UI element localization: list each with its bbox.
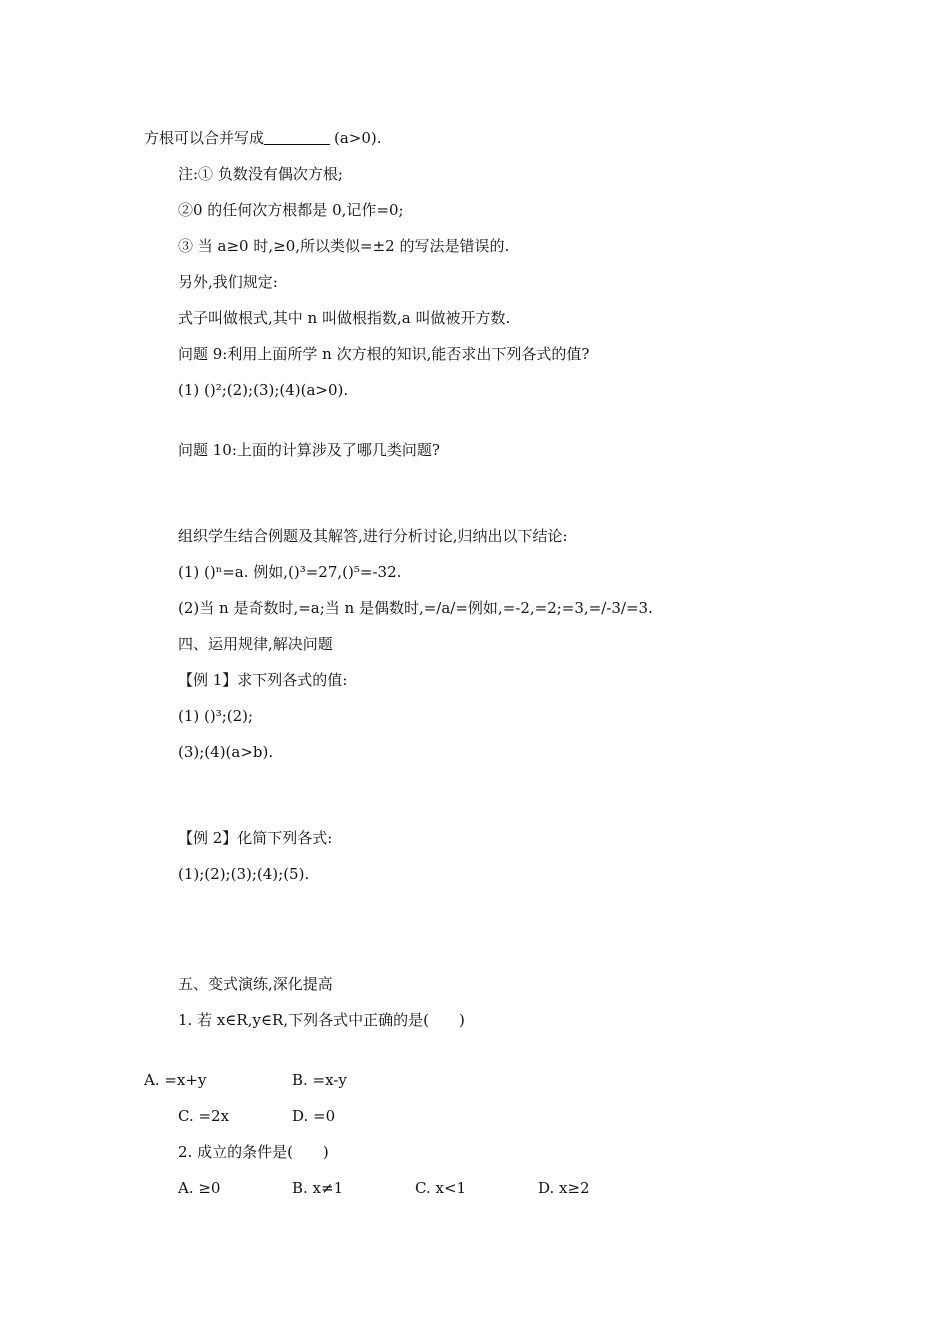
example-items: (1);(2);(3);(4);(5). — [178, 865, 310, 883]
option-a: A. =x+y — [144, 1071, 207, 1089]
text-line-1 — [144, 128, 382, 148]
note-line: 注:① 负数没有偶次方根; — [178, 165, 343, 183]
option-c: C. x<1 — [415, 1179, 467, 1197]
text-line: 式子叫做根式,其中 n 叫做根指数,a 叫做被开方数. — [178, 309, 511, 327]
option-b: B. =x-y — [292, 1071, 347, 1089]
example-heading: 【例 1】求下列各式的值: — [178, 671, 348, 689]
option-b: B. x≠1 — [292, 1179, 344, 1197]
example-items: (1) ()³;(2); — [178, 707, 254, 725]
question-line: 问题 10:上面的计算涉及了哪几类问题? — [178, 441, 440, 459]
example-heading: 【例 2】化简下列各式: — [178, 829, 333, 847]
note-line: ③ 当 a≥0 时,≥0,所以类似=±2 的写法是错误的. — [178, 237, 510, 255]
conclusion-line: (2)当 n 是奇数时,=a;当 n 是偶数时,=/a/=例如,=-2,=2;=3,=/-3/=3. — [178, 599, 653, 617]
answer-blank — [264, 130, 330, 145]
conclusion-line: (1) ()ⁿ=a. 例如,()³=27,()⁵=-32. — [178, 563, 402, 581]
exercise-question: 1. 若 x∈R,y∈R,下列各式中正确的是( ) — [178, 1011, 465, 1029]
option-c: C. =2x — [178, 1107, 230, 1125]
exercise-question: 2. 成立的条件是( ) — [178, 1143, 329, 1161]
note-line: ②0 的任何次方根都是 0,记作=0; — [178, 201, 404, 219]
section-heading: 五、变式演练,深化提高 — [178, 975, 333, 993]
example-items: (3);(4)(a>b). — [178, 743, 274, 761]
text-segment: 方根可以合并写成 — [144, 129, 265, 147]
option-d: D. x≥2 — [538, 1179, 590, 1197]
text-segment: (a>0). — [334, 129, 382, 147]
option-a: A. ≥0 — [178, 1179, 221, 1197]
section-heading: 四、运用规律,解决问题 — [178, 635, 333, 653]
text-line: 组织学生结合例题及其解答,进行分析讨论,归纳出以下结论: — [178, 527, 568, 545]
question-line: 问题 9:利用上面所学 n 次方根的知识,能否求出下列各式的值? — [178, 345, 590, 363]
question-items: (1) ()²;(2);(3);(4)(a>0). — [178, 381, 349, 399]
option-d: D. =0 — [292, 1107, 336, 1125]
text-line: 另外,我们规定: — [178, 273, 278, 291]
